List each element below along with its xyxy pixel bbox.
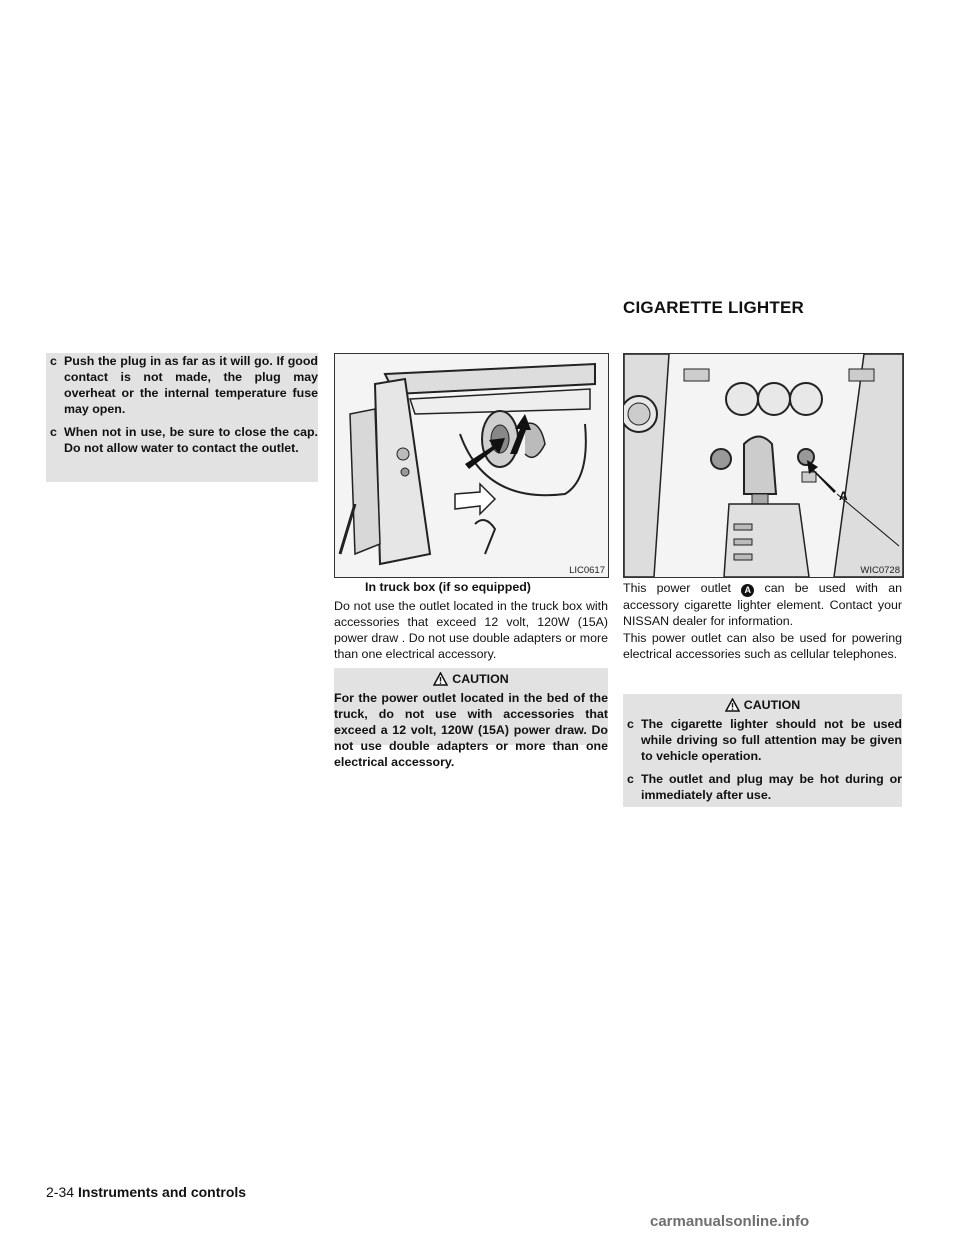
truck-box-outlet-figure [334, 353, 609, 578]
page-footer [46, 1184, 246, 1200]
page-number: 2-34 [46, 1184, 75, 1200]
figure-code: WIC0728 [860, 565, 900, 576]
caution-bullet-item: c The outlet and plug may be hot during or immediately after use. [627, 772, 902, 802]
bullet-icon: c [627, 772, 634, 786]
figure-code: LIC0617 [569, 565, 605, 576]
callout-marker-icon: A [741, 584, 754, 597]
truck-box-illustration [335, 354, 608, 577]
caution-text: For the power outlet located in the bed of the truck, do not use with accessories that exceed a 12 volt, 120W (15A) power draw. Do not use double adapters or more than one electrical accessory. [334, 691, 608, 769]
watermark: carmanualsonline.info [650, 1213, 810, 1230]
truck-box-paragraph: Do not use the outlet located in the truck box with accessories that exceed 12 volt, 120W (15A) power draw . Do not use double adapters or more than one electrical accessory. [334, 599, 608, 661]
caution-bullet-item: c The cigarette lighter should not be used while driving so full attention may be given to vehicle operation. [627, 717, 902, 763]
outlet-paragraph-2: This power outlet can also be used for powering electrical accessories such as cellular telephones. [623, 631, 902, 661]
warning-triangle-icon [433, 672, 448, 686]
warning-bullets-box [46, 353, 318, 482]
caution-box-right [623, 694, 902, 807]
bullet-icon: c [50, 354, 57, 368]
outlet-paragraph-1: This power outlet A can be used with an accessory cigarette lighter element. Contact your NISSAN dealer for information. [623, 581, 902, 628]
warning-triangle-icon [725, 698, 740, 712]
footer-section-name: Instruments and controls [78, 1184, 247, 1200]
section-title: CIGARETTE LIGHTER [623, 298, 804, 317]
caution-box-middle [334, 668, 608, 769]
bullet-item: c Push the plug in as far as it will go. If good contact is not made, the plug may overheat or the internal temperature fuse may open. [50, 354, 318, 416]
console-outlet-figure [623, 353, 904, 578]
callout-label: A [839, 489, 848, 503]
bullet-item: c When not in use, be sure to close the cap. Do not allow water to contact the outlet. [50, 425, 318, 455]
center-console-illustration [624, 354, 903, 577]
caution-header: CAUTION [334, 668, 608, 690]
caution-header: CAUTION [623, 694, 902, 716]
bullet-icon: c [50, 425, 57, 439]
bullet-icon: c [627, 717, 634, 731]
figure-caption: In truck box (if so equipped) [365, 580, 531, 594]
